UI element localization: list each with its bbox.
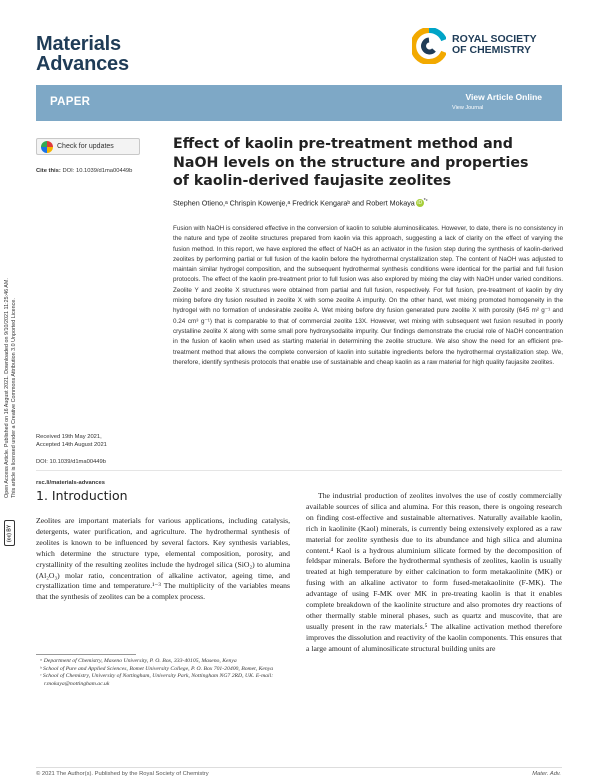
footnote-b: ᵇ School of Pure and Applied Sciences, Bomet University College, P. O. Box 701-20400, Bomet, Kenya (40, 665, 274, 672)
cite-this (36, 168, 132, 174)
affiliation-footnotes (36, 658, 290, 688)
body-right-column: The industrial production of zeolites involves the use of costly commercially available sources of silica and alumina. For this reason, there is ongoing research on finding cost-effective and sustainable alternatives. Naturally available kaolin, rich in kaolinite (Kaol) minerals, is currently being extensively explored as a raw material for zeolite synthesis due to its abundance and high silica and alumina content.⁴ Kaol is a hydrous aluminium silicate formed by the decomposition of feldspar minerals. Before the hydrothermal synthesis of zeolites, kaolin is usually treated at high temperature by either calcination to form metakaolinite (MK) or fusing with an alkaline activator to form fused-metakaolinite (F-MK). The advantage of using F-MK over MK in pre-treating kaolin is that it enables complete breakdown of the kaolinite structure and also promotes dry reactions of other thermally stable mineral phases, such as quartz and muscovite, that are usually present in the raw materials.⁵ The alkaline activation method therefore improves the dissolution and reactivity of the kaolin components. This ensures that a large amount of aluminosilicate structural building units are (306, 491, 562, 653)
section-title: 1. Introduction (36, 488, 128, 503)
orcid-icon[interactable]: iD (417, 200, 423, 207)
cite-doi[interactable]: DOI: 10.1039/d1ma00449b (62, 168, 133, 174)
article-type-label: PAPER (50, 96, 91, 108)
rsc-logo-mark-icon (412, 28, 446, 64)
publisher-name-line1: ROYAL SOCIETY (452, 33, 537, 45)
accepted-date: Accepted 14th August 2021 (36, 442, 107, 448)
footer-rule (36, 767, 562, 768)
creative-commons-icon[interactable]: (cc) BY (4, 520, 15, 546)
body-left-column: Zeolites are important materials for various applications, including catalysis, detergents, water purification, and agriculture. The hydrothermal synthesis of zeolites is known to be influenced by several factors. Key synthesis variables, which determine the structure type, elemental composition, porosity, and crystallinity of the resulting zeolites include the hydrogel silica (SiO₂) to alumina (Al₂O₃) molar ratio, concentration of alkaline activator, ageing time, and crystallization time and temperature.¹⁻³ The multiplicity of the variables means that the synthesis of zeolites can be a complex process. (36, 516, 290, 602)
license-side-line2[interactable]: This article is licensed under a Creative Commons Attribution 3.0 Unported Licence. (11, 298, 18, 498)
author-list (173, 198, 573, 207)
crossmark-icon (41, 141, 53, 153)
section-divider (36, 470, 562, 471)
author-names: Stephen Otieno,ᵃ Chrispin Kowenje,ᵃ Fredrick Kengaraᵇ and Robert Mokaya (173, 198, 415, 208)
publisher-name-line2: OF CHEMISTRY (452, 44, 531, 56)
journal-website-link[interactable]: rsc.li/materials-advances (36, 480, 105, 486)
received-date: Received 19th May 2021, (36, 434, 102, 440)
journal-name-line1: Materials (36, 33, 121, 55)
author-marks: *ᶜ (423, 198, 428, 204)
license-side-line1[interactable]: Open Access Article. Published on 16 August 2021. Downloaded on 9/10/2021 11:25:46 AM. (4, 278, 10, 498)
footer-journal: Mater. Adv. (532, 771, 561, 777)
view-journal-link[interactable]: View Journal (452, 105, 484, 111)
journal-name (36, 34, 129, 74)
publisher-name (452, 34, 537, 56)
footer-copyright: © 2021 The Author(s). Published by the Royal Society of Chemistry (36, 771, 209, 777)
license-side-text (4, 168, 26, 498)
article-title: Effect of kaolin pre-treatment method and NaOH levels on the structure and properties of kaolin-derived faujasite zeolites (173, 136, 529, 189)
journal-name-line2: Advances (36, 53, 129, 75)
rsc-logo[interactable] (412, 28, 562, 68)
received-dates (36, 433, 107, 449)
footnote-a: ᵃ Department of Chemistry, Maseno University, P. O. Box, 333-40105, Maseno, Kenya (40, 658, 237, 664)
footnote-rule (36, 654, 136, 655)
cite-label: Cite this: (36, 168, 61, 174)
footnote-c: ᶜ School of Chemistry, University of Nottingham, University Park, Nottingham NG7 2RD, UK. E-mail: r.mokaya@nottingham.ac.uk (40, 673, 274, 687)
doi[interactable]: DOI: 10.1039/d1ma00449b (36, 459, 106, 465)
abstract: Fusion with NaOH is considered effective in the conversion of kaolin to soluble aluminosilicates. However, to date, there is no consistency in the nature and type of zeolite structures prepared from kaolin via this approach, suggesting a lack of clarity on the effect of varying the fusion method. In this report, we have explored the effect of NaOH as an activator in the fusion step during the synthesis of kaolin-derived zeolites by performing partial or full fusion of the kaolin before the hydrothermal crystallization step. The content of NaOH was adjusted to maintain similar hydrogel composition, and the subsequent hydrothermal synthesis conditions were identical for the partial and full fusion protocols. The effect of the kaolin pre-treatment prior to full fusion was also explored by mixing the clay with NaOH under varied conditions. Zeolite Y and zeolite X structures were obtained from partial and full fusion, respectively. For full fusion, pre-treatment of kaolin by dry mixing before dry fusion resulted in zeolite X with some zeolite A impurity. On the other hand, wet mixing promoted homogeneity in the hydrogel with no formation of undesirable zeolite A. Wet mixing before dry fusion generated pure zeolite X with porosity (645 m² g⁻¹ and 0.24 cm³ g⁻¹) that is comparable to that of commercial zeolite 13X. However, wet mixing with subsequent wet fusion resulted in poorly crystalline zeolite X along with some small pore hydroxysodalite impurity. Our findings demonstrate the crucial role of NaOH concentration in the fusion of kaolin when used as starting material in determining the zeolite structure. We also show the need for an efficient pre-treatment method that allows the complete conversion of kaolin into suitable ingredients before the hydrothermal crystallization step. We, therefore, identify synthesis protocols that enable use of sustainable and cheap kaolin as a raw material for high quality faujasite zeolites. (173, 225, 563, 366)
check-for-updates-label: Check for updates (57, 143, 114, 150)
view-article-online-link[interactable]: View Article Online (465, 92, 542, 102)
article-type-bar (36, 85, 562, 121)
check-for-updates-button[interactable] (36, 138, 140, 155)
